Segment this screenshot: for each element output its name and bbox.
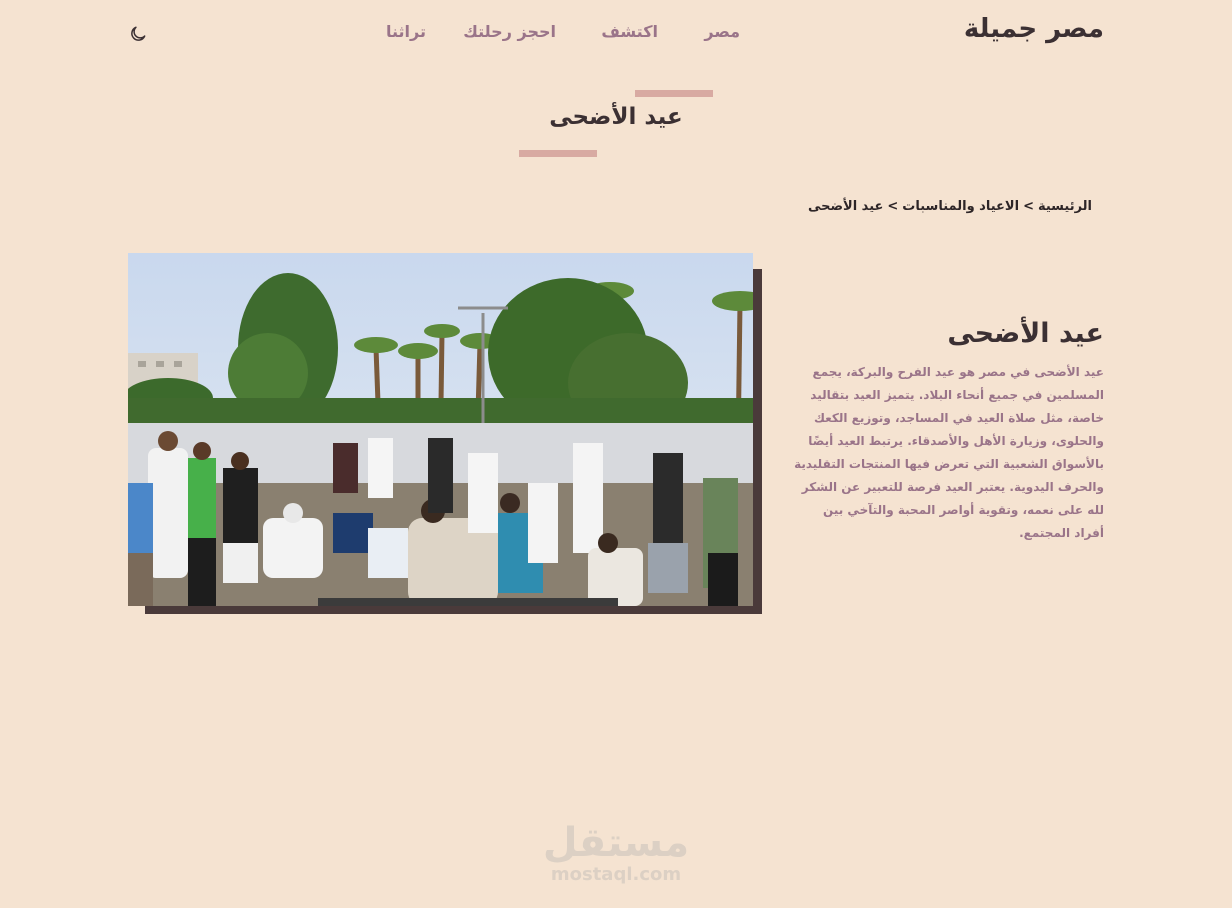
site-header xyxy=(0,0,1232,70)
eid-prayer-photo xyxy=(128,253,753,606)
breadcrumb-current: عيد الأضحى xyxy=(807,199,884,214)
breadcrumb-separator: > xyxy=(887,199,899,214)
article-heading: عيد الأضحى xyxy=(947,318,1104,349)
breadcrumb xyxy=(808,199,1092,214)
breadcrumb-home[interactable]: الرئيسية xyxy=(1037,199,1092,214)
watermark-arabic: مستقل xyxy=(542,820,690,866)
watermark-latin: mostaql.com xyxy=(550,864,682,885)
main-nav xyxy=(0,22,1232,46)
article-content xyxy=(794,318,1104,545)
nav-item-book-trip[interactable]: احجز رحلتك xyxy=(463,22,556,41)
page-title-section xyxy=(0,88,1232,168)
breadcrumb-separator: > xyxy=(1023,199,1034,214)
title-accent-bar-bottom xyxy=(519,150,597,157)
page-title: عيد الأضحى xyxy=(549,104,683,130)
nav-item-heritage[interactable]: تراثنا xyxy=(386,22,426,41)
breadcrumb-occasions[interactable]: الاعياد والمناسبات xyxy=(902,199,1020,214)
mostaql-watermark xyxy=(540,820,692,890)
nav-item-egypt[interactable]: مصر xyxy=(704,22,740,41)
article-body: عيد الأضحى في مصر هو عيد الفرح والبركة، يجمع المسلمين في جميع أنحاء البلاد. يتميز العيد بتقاليد خاصة، مثل صلاة العيد في المساجد، وتوزيع الكعك والحلوى، وزيارة الأهل والأصدقاء. يرتبط العيد أيضًا بالأسواق الشعبية التي تعرض فيها المنتجات التقليدية والحرف اليدوية. يعتبر العيد فرصة للتعبير عن الشكر لله على نعمه، وتقوية أواصر المحبة والتآخي بين أفراد المجتمع. xyxy=(794,365,1104,540)
site-brand[interactable]: مصر جميلة xyxy=(963,14,1104,44)
moon-icon xyxy=(128,24,148,44)
nav-item-discover[interactable]: اكتشف xyxy=(601,22,658,41)
theme-toggle-button[interactable] xyxy=(128,24,148,44)
eid-prayer-illustration xyxy=(128,253,753,606)
title-accent-bar-top xyxy=(635,90,713,97)
